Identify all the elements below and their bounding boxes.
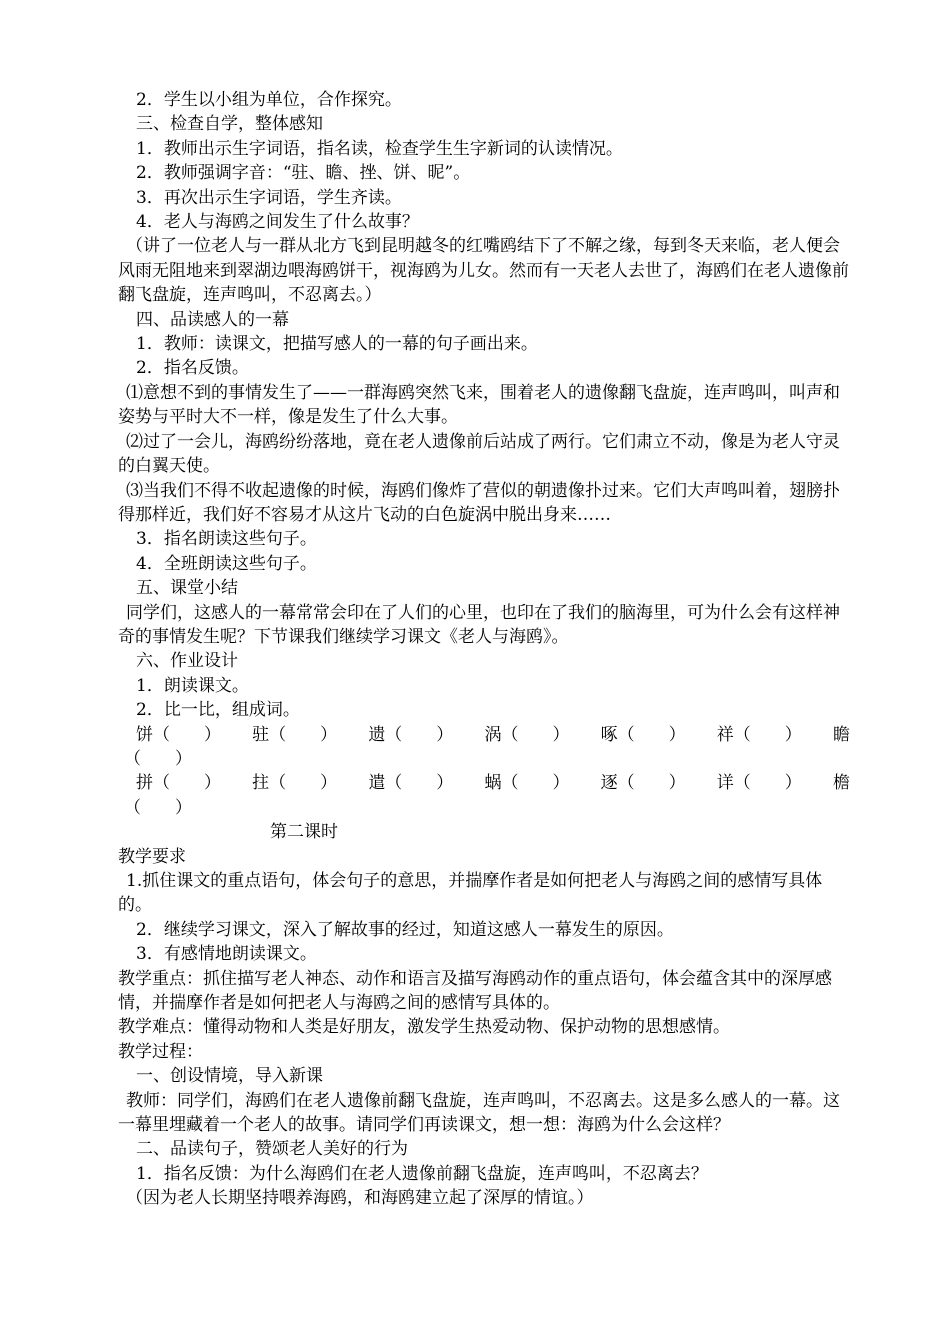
text-line: 1．指名反馈：为什么海鸥们在老人遗像前翻飞盘旋，连声鸣叫，不忍离去？ (136, 1163, 708, 1184)
exercise-row-2 (118, 771, 854, 795)
exercise-item: 拄（ ） (252, 773, 338, 794)
quote-sentence-1: ⑴意想不到的事情发生了——一群海鸥突然飞来，围着老人的遗像翻飞盘旋，连声鸣叫，叫声和姿势与平时大不一样，像是发生了什么大事。 (118, 382, 840, 428)
exercise-item: 瞻 (832, 724, 850, 745)
exercise-item: 祥（ ） (716, 724, 802, 745)
section-heading: 四、品读感人的一幕 (136, 309, 289, 330)
text-line: 1．教师：读课文，把描写感人的一幕的句子画出来。 (136, 334, 538, 355)
exercise-item: （ ） (124, 797, 192, 818)
section-heading: 三、检查自学，整体感知 (136, 114, 323, 135)
section-heading: 一、创设情境，导入新课 (136, 1066, 323, 1087)
exercise-item: 遗（ ） (368, 724, 454, 745)
text-line: 2．继续学习课文，深入了解故事的经过，知道这感人一幕发生的原因。 (136, 919, 674, 940)
exercise-item: 驻（ ） (252, 724, 338, 745)
text-line: 教学难点：懂得动物和人类是好朋友，激发学生热爱动物、保护动物的思想感情。 (118, 1017, 730, 1038)
text-line: 3．指名朗读这些句子。 (136, 529, 317, 550)
text-line: 2．教师强调字音：“驻、瞻、挫、饼、昵”。 (136, 163, 471, 184)
text-line: 1．教师出示生字词语，指名读，检查学生生字新词的认读情况。 (136, 138, 623, 159)
text-line: 1．朗读课文。 (136, 675, 249, 696)
text-line: 2．比一比，组成词。 (136, 700, 300, 721)
exercise-item: （ ） (124, 748, 192, 769)
section-heading: 五、课堂小结 (136, 578, 238, 599)
exercise-row-1 (118, 723, 854, 747)
text-line: 4．老人与海鸥之间发生了什么故事？ (136, 212, 419, 233)
lesson-title: 第二课时 (270, 822, 338, 843)
exercise-item: 详（ ） (716, 773, 802, 794)
document-page (118, 88, 854, 1211)
text-line: 2．学生以小组为单位，合作探究。 (136, 90, 402, 110)
text-line: 教学过程： (118, 1041, 203, 1062)
paragraph: 教学重点：抓住描写老人神态、动作和语言及描写海鸥动作的重点语句，体会蕴含其中的深厚感情，并揣摩作者是如何把老人与海鸥之间的感情写具体的。 (118, 968, 832, 1014)
exercise-item: 饼（ ） (136, 724, 221, 745)
section-heading: 教学要求 (118, 846, 186, 867)
text-line: （因为老人长期坚持喂养海鸥，和海鸥建立起了深厚的情谊。） (126, 1188, 594, 1209)
exercise-item: 遣（ ） (368, 773, 454, 794)
exercise-item: 啄（ ） (600, 724, 686, 745)
exercise-item: 拼（ ） (136, 773, 221, 794)
section-heading: 二、品读句子，赞颂老人美好的行为 (136, 1139, 408, 1160)
exercise-item: 蜗（ ） (484, 773, 570, 794)
paragraph: 教师：同学们，海鸥们在老人遗像前翻飞盘旋，连声鸣叫，不忍离去。这是多么感人的一幕。这一幕里埋藏着一个老人的故事。请同学们再读课文，想一想：海鸥为什么会这样？ (118, 1090, 840, 1136)
exercise-item: 涡（ ） (484, 724, 570, 745)
text-line: 4．全班朗读这些句子。 (136, 553, 317, 574)
exercise-item: 逐（ ） (600, 773, 686, 794)
quote-sentence-3: ⑶当我们不得不收起遗像的时候，海鸥们像炸了营似的朝遗像扑过来。它们大声鸣叫着，翅膀扑得那样近，我们好不容易才从这片飞动的白色旋涡中脱出身来…… (118, 480, 840, 525)
paragraph: （讲了一位老人与一群从北方飞到昆明越冬的红嘴鸥结下了不解之缘，每到冬天来临，老人便会风雨无阻地来到翠湖边喂海鸥饼干，视海鸥为儿女。然而有一天老人去世了，海鸥们在老人遗像前翻飞盘旋，连声鸣叫，不忍离去。） (118, 236, 849, 306)
exercise-item: 檐 (832, 773, 850, 794)
text-line: 3．有感情地朗读课文。 (136, 944, 317, 965)
section-heading: 六、作业设计 (136, 651, 238, 672)
text-line: 1.抓住课文的重点语句，体会句子的意思，并揣摩作者是如何把老人与海鸥之间的感情写具体的。 (118, 871, 823, 916)
quote-sentence-2: ⑵过了一会儿，海鸥纷纷落地，竟在老人遗像前后站成了两行。它们肃立不动，像是为老人守灵的白翼天使。 (118, 431, 840, 477)
text-line: 2．指名反馈。 (136, 358, 249, 379)
text-line: 3．再次出示生字词语，学生齐读。 (136, 187, 402, 208)
paragraph: 同学们，这感人的一幕常常会印在了人们的心里，也印在了我们的脑海里，可为什么会有这样神奇的事情发生呢？下节课我们继续学习课文《老人与海鸥》。 (118, 602, 840, 647)
